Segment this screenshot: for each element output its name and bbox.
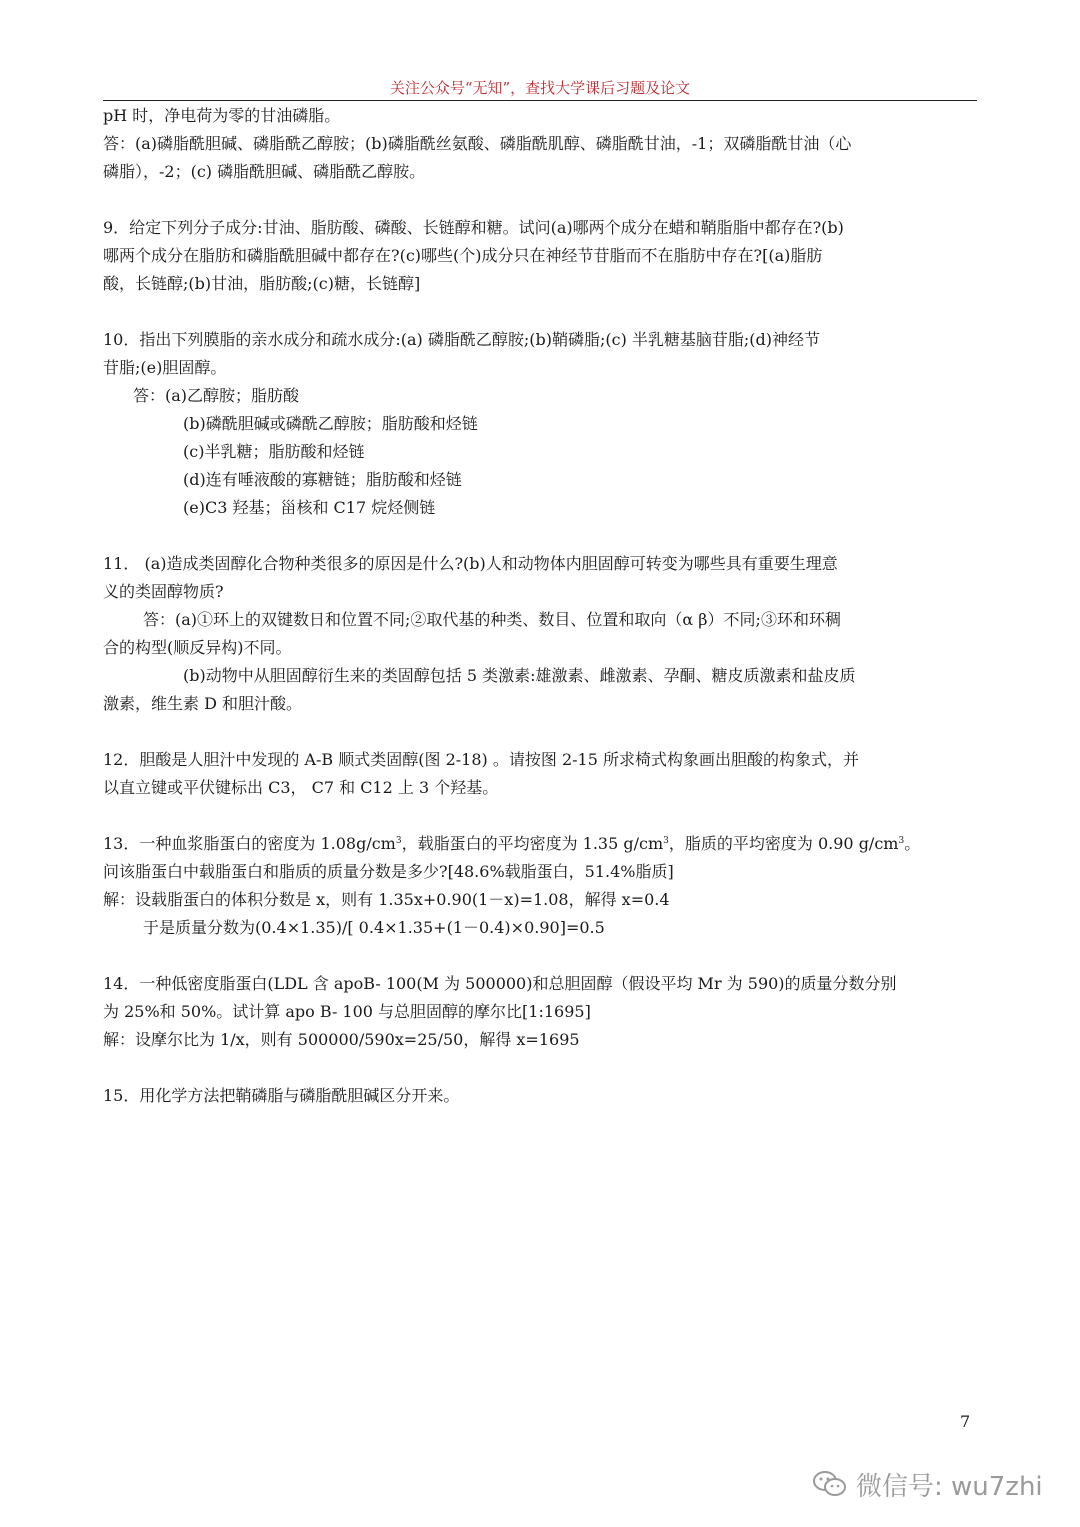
text-span: 13．一种血浆脂蛋白的密度为 1.08g/cm xyxy=(103,834,396,853)
text-line: 以直立键或平伏键标出 C3， C7 和 C12 上 3 个羟基。 xyxy=(103,778,499,797)
superscript: 3 xyxy=(395,836,402,846)
watermark-text: 微信号: wu7zhi xyxy=(856,1471,1043,1502)
watermark xyxy=(812,1464,1043,1504)
question-9: 9．给定下列分子成分:甘油、脂肪酸、磷酸、长链醇和糖。试问(a)哪两个成分在蜡和鞘脂脂中都存在?(b) xyxy=(103,218,844,237)
answer-line: (b)动物中从胆固醇衍生来的类固醇包括 5 类激素:雄激素、雌激素、孕酮、糖皮质激素和盐皮质 xyxy=(183,666,856,685)
superscript: 3 xyxy=(898,836,905,846)
question-14: 14．一种低密度脂蛋白(LDL 含 apoB- 100(M 为 500000)和总胆固醇（假设平均 Mr 为 590)的质量分数分别 xyxy=(103,974,897,993)
wechat-icon xyxy=(812,1469,848,1499)
text-line: 苷脂;(e)胆固醇。 xyxy=(103,358,227,377)
text-line: 哪两个成分在脂肪和磷脂酰胆碱中都存在?(c)哪些(个)成分只在神经节苷脂而不在脂肪中存在?[(a)脂肪 xyxy=(103,246,823,265)
text-line: 答：(a)磷脂酰胆碱、磷脂酰乙醇胺；(b)磷脂酰丝氨酸、磷脂酰肌醇、磷脂酰甘油，-1；双磷脂酰甘油（心 xyxy=(103,134,852,153)
question-11: 11． (a)造成类固醇化合物种类很多的原因是什么?(b)人和动物体内胆固醇可转变为哪些具有重要生理意 xyxy=(103,554,838,573)
answer-line: 合的构型(顺反异构)不同。 xyxy=(103,638,292,657)
answer-line: (e)C3 羟基；甾核和 C17 烷烃侧链 xyxy=(183,498,436,517)
question-12: 12．胆酸是人胆汁中发现的 A-B 顺式类固醇(图 2-18) 。请按图 2-15 所求椅式构象画出胆酸的构象式，并 xyxy=(103,750,859,769)
question-10: 10．指出下列膜脂的亲水成分和疏水成分:(a) 磷脂酰乙醇胺;(b)鞘磷脂;(c) 半乳糖基脑苷脂;(d)神经节 xyxy=(103,330,821,349)
answer-line: (b)磷酰胆碱或磷酰乙醇胺；脂肪酸和烃链 xyxy=(183,414,478,433)
text-line: 酸，长链醇;(b)甘油，脂肪酸;(c)糖，长链醇] xyxy=(103,274,421,293)
text-line: 磷脂），-2；(c) 磷脂酰胆碱、磷脂酰乙醇胺。 xyxy=(103,162,426,181)
text-span: ，脂质的平均密度为 0.90 g/cm xyxy=(668,834,899,853)
solution-line: 于是质量分数为(0.4×1.35)/[ 0.4×1.35+(1－0.4)×0.90]=0.5 xyxy=(143,918,605,937)
page-number: 7 xyxy=(960,1412,971,1431)
solution-line: 解：设载脂蛋白的体积分数是 x，则有 1.35x+0.90(1－x)=1.08，解得 x=0.4 xyxy=(103,890,670,909)
solution-line: 解：设摩尔比为 1/x，则有 500000/590x=25/50，解得 x=1695 xyxy=(103,1030,580,1049)
superscript: 3 xyxy=(663,836,669,846)
text-line: 义的类固醇物质? xyxy=(103,582,224,601)
page-header: 关注公众号“无知”，查找大学课后习题及论文 xyxy=(103,76,977,101)
answer-line: (c)半乳糖；脂肪酸和烃链 xyxy=(183,442,365,461)
text-span: ，载脂蛋白的平均密度为 1.35 g/cm xyxy=(401,834,664,853)
text-line: pH 时，净电荷为零的甘油磷脂。 xyxy=(103,106,341,125)
text-line: 问该脂蛋白中载脂蛋白和脂质的质量分数是多少?[48.6%载脂蛋白，51.4%脂质] xyxy=(103,862,674,881)
answer-line: 激素，维生素 D 和胆汁酸。 xyxy=(103,694,303,713)
text-span: 。 xyxy=(904,834,921,853)
document-body xyxy=(103,102,977,1110)
question-15: 15．用化学方法把鞘磷脂与磷脂酰胆碱区分开来。 xyxy=(103,1086,460,1105)
text-line: 为 25%和 50%。试计算 apo B- 100 与总胆固醇的摩尔比[1:1695] xyxy=(103,1002,591,1021)
answer-line: 答：(a)①环上的双键数日和位置不同;②取代基的种类、数目、位置和取向（α β）不同;③环和环稠 xyxy=(143,610,841,629)
question-13 xyxy=(103,830,977,858)
answer-line: (d)连有唾液酸的寡糖链；脂肪酸和烃链 xyxy=(183,470,462,489)
answer-line: 答：(a)乙醇胺；脂肪酸 xyxy=(133,386,300,405)
